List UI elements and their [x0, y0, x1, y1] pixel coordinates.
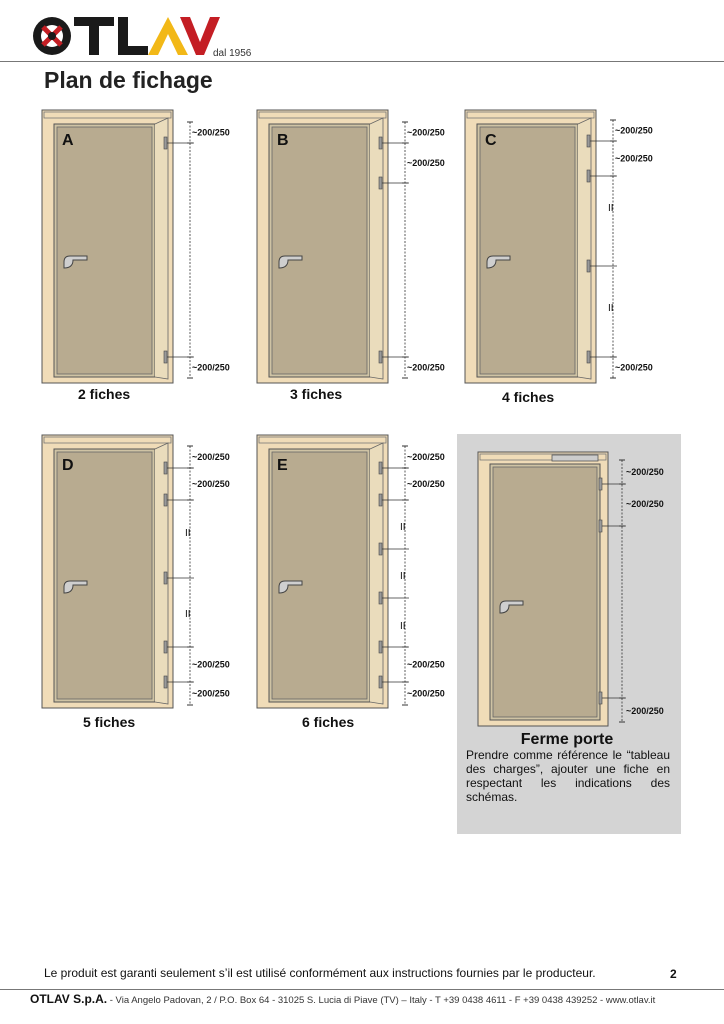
door-b-hinge-icon-3: [379, 351, 382, 363]
door-e-dim-label-3: ~200/250: [407, 659, 445, 670]
caption-e: 6 fiches: [302, 714, 355, 730]
door-e-parallel-mark-3: II: [400, 621, 406, 632]
door-e-parallel-mark-1: II: [400, 522, 406, 533]
page-title: Plan de fichage: [44, 67, 213, 93]
door-a-dim-label-2: ~200/250: [192, 362, 230, 373]
door-a-jamb: [155, 118, 168, 379]
door-a-dim-label-1: ~200/250: [192, 127, 230, 138]
door-a-hinge-icon-1: [164, 137, 167, 149]
door-ferme-porte-panel: [493, 467, 597, 717]
door-a-letter: A: [62, 132, 74, 149]
door-e-hinge-icon-6: [379, 676, 382, 688]
door-b-jamb: [370, 118, 383, 379]
door-d-hinge-icon-5: [164, 676, 167, 688]
door-d-dim-label-2: ~200/250: [192, 479, 230, 489]
disclaimer: Le produit est garanti seulement s’il est utilisé conformément aux instructions fournies par le producteur.: [44, 966, 596, 980]
door-c-letter: C: [485, 132, 497, 149]
ferme-porte-text: Prendre comme référence le “tableau des charges”, ajouter une fiche en respectant les indications des schémas.: [466, 748, 670, 804]
door-ferme-porte-hinge-icon-3: [599, 692, 602, 704]
door-d-panel: [57, 452, 152, 699]
footer: [30, 992, 655, 1006]
door-d-parallel-mark-1: II: [185, 528, 191, 539]
door-e-hinge-icon-2: [379, 494, 382, 506]
caption-c: 4 fiches: [502, 389, 555, 405]
door-c-dim-label-1: ~200/250: [615, 125, 653, 136]
door-b-dim-label-3: ~200/250: [407, 362, 445, 373]
caption-b: 3 fiches: [290, 386, 343, 402]
door-ferme-porte-closer-icon: [552, 455, 598, 461]
door-c-parallel-mark-2: II: [608, 303, 614, 314]
door-e-letter: E: [277, 457, 288, 474]
door-d-parallel-mark-2: II: [185, 609, 191, 620]
door-e-hinge-icon-1: [379, 462, 382, 474]
door-b-letter: B: [277, 132, 289, 149]
caption-a: 2 fiches: [78, 386, 131, 402]
door-c-hinge-icon-4: [587, 351, 590, 363]
door-e-jamb: [370, 443, 383, 704]
door-c-dim-label-2: ~200/250: [615, 153, 653, 164]
door-d-hinge-icon-3: [164, 572, 167, 584]
door-b-hinge-icon-1: [379, 137, 382, 149]
door-e-hinge-icon-3: [379, 543, 382, 555]
door-b-dim-label-1: ~200/250: [407, 127, 445, 138]
door-ferme-porte-dim-label-3: ~200/250: [626, 706, 664, 716]
door-d-dim-label-4: ~200/250: [192, 688, 230, 699]
door-b-hinge-icon-2: [379, 177, 382, 189]
door-ferme-porte-dim-label-2: ~200/250: [626, 499, 664, 509]
door-ferme-porte-dim-label-1: ~200/250: [626, 467, 664, 477]
door-ferme-porte-hinge-icon-1: [599, 478, 602, 490]
door-c-hinge-icon-1: [587, 135, 590, 147]
door-c-hinge-icon-2: [587, 170, 590, 182]
door-d-dim-label-3: ~200/250: [192, 659, 230, 670]
door-c-jamb: [578, 118, 591, 379]
door-a-hinge-icon-2: [164, 351, 167, 363]
footer-address: - Via Angelo Padovan, 2 / P.O. Box 64 - 31025 S. Lucia di Piave (TV) – Italy - T +39 0438 4611 - F +39 0438 439252 - www.otlav.it: [107, 995, 656, 1006]
door-c-hinge-icon-3: [587, 260, 590, 272]
door-b-dim-label-2: ~200/250: [407, 158, 445, 168]
ferme-porte-title: Ferme porte: [520, 731, 614, 748]
footer-company: OTLAV S.p.A.: [30, 992, 108, 1006]
door-e-dim-label-4: ~200/250: [407, 688, 445, 699]
door-e-parallel-mark-2: II: [400, 571, 406, 582]
door-d-dim-label-1: ~200/250: [192, 452, 230, 462]
door-d-hinge-icon-4: [164, 641, 167, 653]
door-d-hinge-icon-1: [164, 462, 167, 474]
door-e-hinge-icon-5: [379, 641, 382, 653]
door-e-dim-label-2: ~200/250: [407, 479, 445, 489]
door-c-panel: [480, 127, 575, 374]
door-e-panel: [272, 452, 367, 699]
since-label: dal 1956: [213, 48, 252, 59]
door-c-dim-label-3: ~200/250: [615, 362, 653, 373]
footer-divider: [0, 989, 724, 990]
door-ferme-porte-hinge-icon-2: [599, 520, 602, 532]
door-d-hinge-icon-2: [164, 494, 167, 506]
door-a-panel: [57, 127, 152, 374]
caption-d: 5 fiches: [83, 714, 136, 730]
door-c-parallel-mark-1: II: [608, 203, 614, 214]
door-e-hinge-icon-4: [379, 592, 382, 604]
page-number: 2: [670, 967, 677, 981]
door-e-dim-label-1: ~200/250: [407, 452, 445, 462]
door-d-letter: D: [62, 457, 74, 474]
door-b-panel: [272, 127, 367, 374]
